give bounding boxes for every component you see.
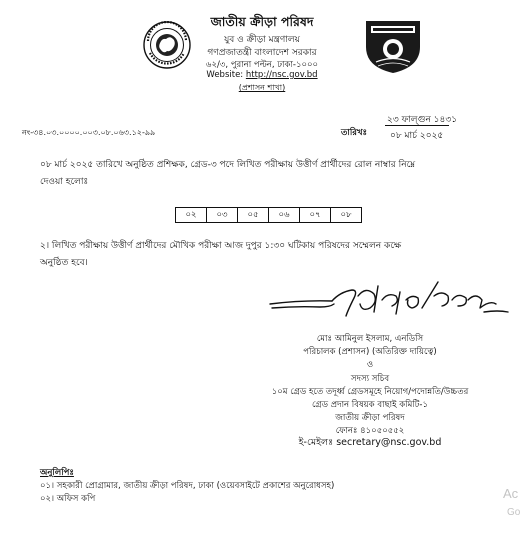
signatory-and: ও: [366, 360, 374, 370]
date-english: ০৮ মার্চ ২০২৫: [390, 131, 444, 141]
signatory-role: পরিচালক (প্রশাসন) (অতিরিক্ত দায়িত্বে): [303, 347, 437, 357]
wing-label: (প্রশাসন শাখা): [238, 83, 286, 92]
date-label: তারিখঃ: [341, 128, 368, 138]
website-label: Website:: [206, 70, 246, 80]
table-row: [176, 208, 362, 223]
wing-name: [0, 82, 524, 95]
roll-number-cell: ০৮: [331, 208, 362, 223]
committee-line-1: ১০ম গ্রেড হতে তদূর্ধ্ব গ্রেডসমূহে নিয়োগ/পদোন্নতি/উচ্চতর: [271, 387, 469, 397]
activation-watermark-line-2: Go: [507, 507, 521, 518]
signatory-organization: জাতীয় ক্রীড়া পরিষদ: [335, 413, 405, 423]
memo-number: নং-৩৪.০৩.০০০০.০০৩.০৮.০৬৩.১২-৯৯: [22, 128, 156, 137]
date-divider: [385, 125, 449, 126]
copy-item: ০১। সহকারী প্রোগ্রামার, জাতীয় ক্রীড়া পরিষদ, ঢাকা (ওয়েবসাইটে প্রকাশের অনুরোধসহ): [40, 481, 335, 491]
paragraph-1-line-1: ০৮ মার্চ ২০২৫ তারিখে অনুষ্ঠিত প্রশিক্ষক, গ্রেড-৩ পদে লিখিত পরীক্ষায় উত্তীর্ণ প্রার্থীদের রোল নাম্বার নিম্নে: [40, 160, 416, 170]
signatory-name: মোঃ আমিনুল ইসলাম, এনডিসি: [316, 334, 424, 344]
paragraph-2-line-1: ২। লিখিত পরীক্ষায় উত্তীর্ণ প্রার্থীদের মৌখিক পরীক্ষা আজ দুপুর ১:৩০ ঘটিকায় পরিষদের সম্মেলন কক্ষে: [40, 241, 402, 251]
paragraph-2-line-2: অনুষ্ঠিত হবে।: [40, 258, 88, 268]
website-link[interactable]: http://nsc.gov.bd: [245, 70, 318, 80]
roll-number-cell: ০৩: [207, 208, 238, 223]
roll-number-cell: ০৬: [269, 208, 300, 223]
office-address: ৬২/৩, পুরানা পল্টন, ঢাকা-১০০০: [205, 60, 319, 70]
ministry-name: যুব ও ক্রীড়া মন্ত্রণালয়: [224, 35, 300, 45]
roll-number-cell: ০২: [176, 208, 207, 223]
date-bengali: ২৩ ফাল্গুন ১৪৩১: [387, 115, 458, 125]
paragraph-1-line-2: দেওয়া হলোঃ: [40, 177, 89, 187]
government-name: গণপ্রজাতন্ত্রী বাংলাদেশ সরকার: [207, 48, 317, 58]
roll-number-table: [175, 207, 362, 223]
roll-number-cell: ০৫: [238, 208, 269, 223]
copy-item: ০২। অফিস কপি: [40, 494, 96, 504]
website-line: [0, 70, 524, 80]
committee-line-2: গ্রেড প্রদান বিষয়ক বাছাই কমিটি-১: [311, 400, 428, 410]
organization-title: জাতীয় ক্রীড়া পরিষদ: [210, 14, 314, 29]
copy-heading: অনুলিপিঃ: [40, 468, 74, 478]
roll-number-cell: ০৭: [300, 208, 331, 223]
handwritten-signature: [262, 270, 517, 338]
signatory-phone: ফোনঃ ৪১০৫০৫৫২: [335, 426, 405, 436]
signatory-member-title: সদস্য সচিব: [350, 374, 390, 384]
signatory-email[interactable]: ই-মেইলঃ secretary@nsc.gov.bd: [298, 437, 442, 448]
activation-watermark-line-1: Ac: [503, 486, 519, 501]
